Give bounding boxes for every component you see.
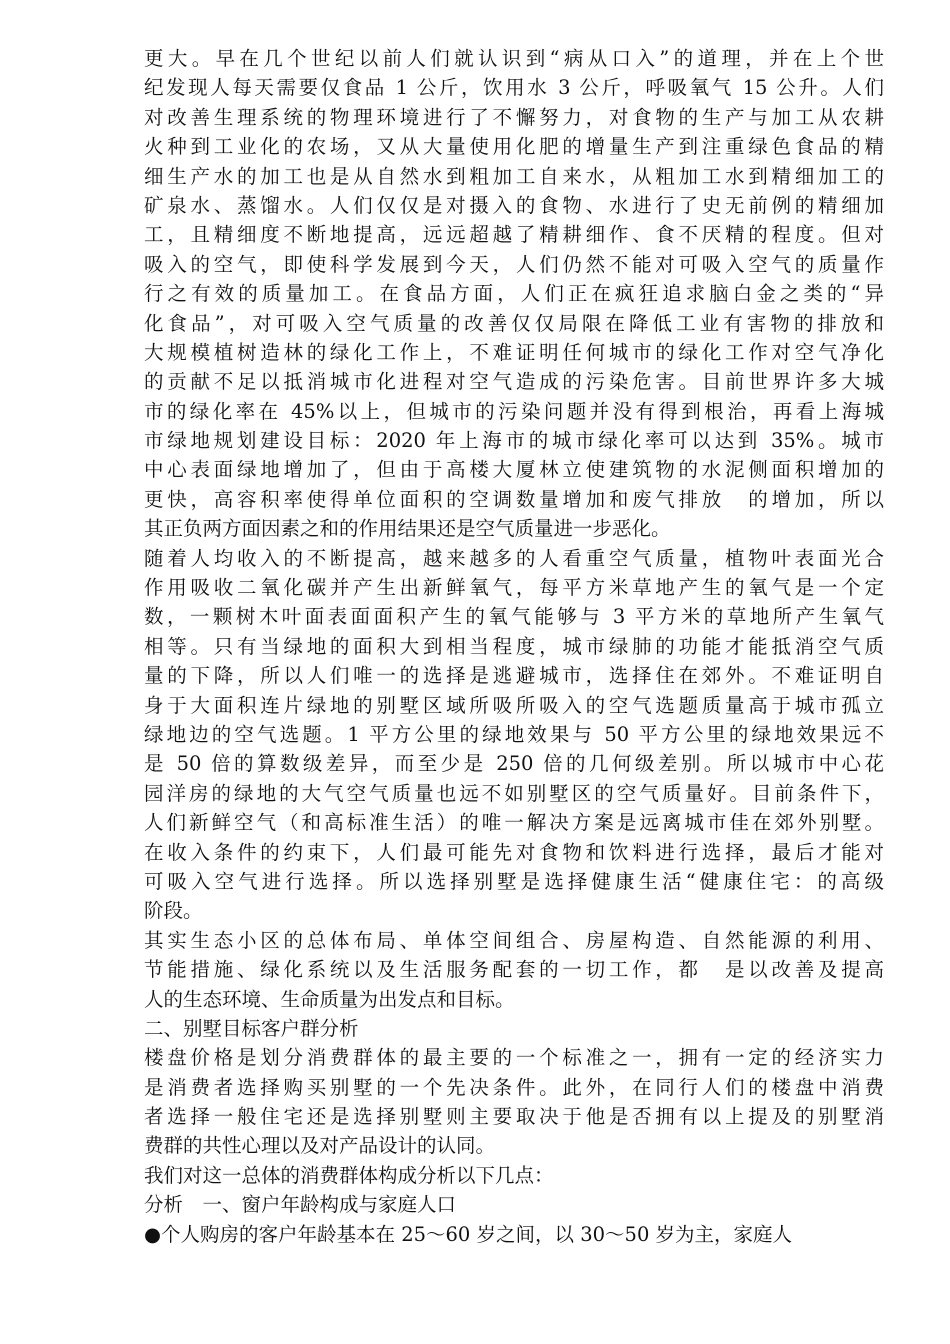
text-line: 行之有效的质量加工。在食品方面，人们正在疯狂追求脑白金之类的“异	[144, 282, 884, 306]
text-line: 吸入的空气，即使科学发展到今天，人们仍然不能对可吸入空气的质量作	[144, 252, 884, 276]
text-line: 绿地边的空气选题。1 平方公里的绿地效果与 50 平方公里的绿地效果远不	[144, 722, 884, 746]
bullet-item	[144, 1220, 884, 1249]
text-line: 的贡献不足以抵消城市化进程对空气造成的污染危害。目前世界许多大城	[144, 370, 884, 394]
text-line: 我们对这一总体的消费群体构成分析以下几点：	[144, 1163, 554, 1187]
text-line: 更快，高容积率使得单位面积的空调数量增加和废气排放 的增加，所以	[144, 487, 884, 511]
text-line: 相等。只有当绿地的面积大到相当程度，城市绿肺的功能才能抵消空气质	[144, 634, 884, 658]
paragraph	[144, 1043, 884, 1161]
paragraph	[144, 544, 884, 926]
text-line: 量的下降，所以人们唯一的选择是逃避城市，选择住在郊外。不难证明自	[144, 664, 884, 688]
text-line: 在收入条件的约束下，人们最可能先对食物和饮料进行选择，最后才能对	[144, 840, 884, 864]
text-line: 身于大面积连片绿地的别墅区域所吸所吸入的空气选题质量高于城市孤立	[144, 693, 884, 717]
text-line: 可吸入空气进行选择。所以选择别墅是选择健康生活“健康住宅：的高级	[144, 869, 884, 893]
text-line: 园洋房的绿地的大气空气质量也远不如别墅区的空气质量好。目前条件下，	[144, 781, 884, 805]
text-line: 者选择一般住宅还是选择别墅则主要取决于他是否拥有以上提及的别墅消	[144, 1105, 884, 1129]
text-line: 阶段。	[144, 899, 203, 923]
text-line: 是 50 倍的算数级差异，而至少是 250 倍的几何级差别。所以城市中心花	[144, 752, 884, 776]
text-line: 作用吸收二氧化碳并产生出新鲜氧气，每平方米草地产生的氧气是一个定	[144, 576, 884, 600]
document-body	[144, 44, 884, 1249]
text-line: 楼盘价格是划分消费群体的最主要的一个标准之一，拥有一定的经济实力	[144, 1046, 884, 1070]
text-line: 大规模植树造林的绿化工作上，不难证明任何城市的绿化工作对空气净化	[144, 340, 884, 364]
text-line: 纪发现人每天需要仅食品 1 公斤，饮用水 3 公斤，呼吸氧气 15 公升。人们	[144, 76, 884, 100]
paragraph	[144, 44, 884, 544]
text-line: 人的生态环境、生命质量为出发点和目标。	[144, 987, 515, 1011]
text-line: 市的绿化率在 45%以上，但城市的污染问题并没有得到根治，再看上海城	[144, 399, 884, 423]
text-line: 节能措施、绿化系统以及生活服务配套的一切工作，都 是以改善及提高	[144, 958, 884, 982]
text-line: 其正负两方面因素之和的作用结果还是空气质量进一步恶化。	[144, 517, 671, 541]
text-line: 其实生态小区的总体布局、单体空间组合、房屋构造、自然能源的利用、	[144, 928, 884, 952]
text-line: ●个人购房的客户年龄基本在 25～60 岁之间，以 30～50 岁为主，家庭人	[144, 1222, 793, 1246]
section-heading	[144, 1014, 884, 1043]
text-line: 矿泉水、蒸馏水。人们仅仅是对摄入的食物、水进行了史无前例的精细加	[144, 193, 884, 217]
text-line: 化食品”，对可吸入空气质量的改善仅仅局限在降低工业有害物的排放和	[144, 311, 884, 335]
text-line: 随着人均收入的不断提高，越来越多的人看重空气质量，植物叶表面光合	[144, 546, 884, 570]
text-line: 更大。早在几个世纪以前人们就认识到“病从口入”的道理，并在上个世	[144, 47, 884, 70]
text-line: 分析 一、窗户年龄构成与家庭人口	[144, 1193, 457, 1217]
text-line: 火种到工业化的农场，又从大量使用化肥的增量生产到注重绿色食品的精	[144, 135, 884, 159]
text-line: 对改善生理系统的物理环境进行了不懈努力，对食物的生产与加工从农耕	[144, 105, 884, 129]
section-heading	[144, 1190, 884, 1219]
text-line: 数，一颗树木叶面表面面积产生的氧气能够与 3 平方米的草地所产生氧气	[144, 605, 884, 629]
text-line: 中心表面绿地增加了，但由于高楼大厦林立使建筑物的水泥侧面积增加的	[144, 458, 884, 482]
paragraph	[144, 926, 884, 1014]
paragraph	[144, 1161, 884, 1190]
text-line: 细生产水的加工也是从自然水到粗加工自来水，从粗加工水到精细加工的	[144, 164, 884, 188]
text-line: 二、别墅目标客户群分析	[144, 1016, 359, 1040]
text-line: 是消费者选择购买别墅的一个先决条件。此外，在同行人们的楼盘中消费	[144, 1075, 884, 1099]
text-line: 费群的共性心理以及对产品设计的认同。	[144, 1134, 496, 1158]
text-line: 市绿地规划建设目标：2020 年上海市的城市绿化率可以达到 35%。城市	[144, 429, 884, 453]
text-line: 人们新鲜空气（和高标准生活）的唯一解决方案是远离城市佳在郊外别墅。	[144, 811, 884, 835]
text-line: 工，且精细度不断地提高，远远超越了精耕细作、食不厌精的程度。但对	[144, 223, 884, 247]
